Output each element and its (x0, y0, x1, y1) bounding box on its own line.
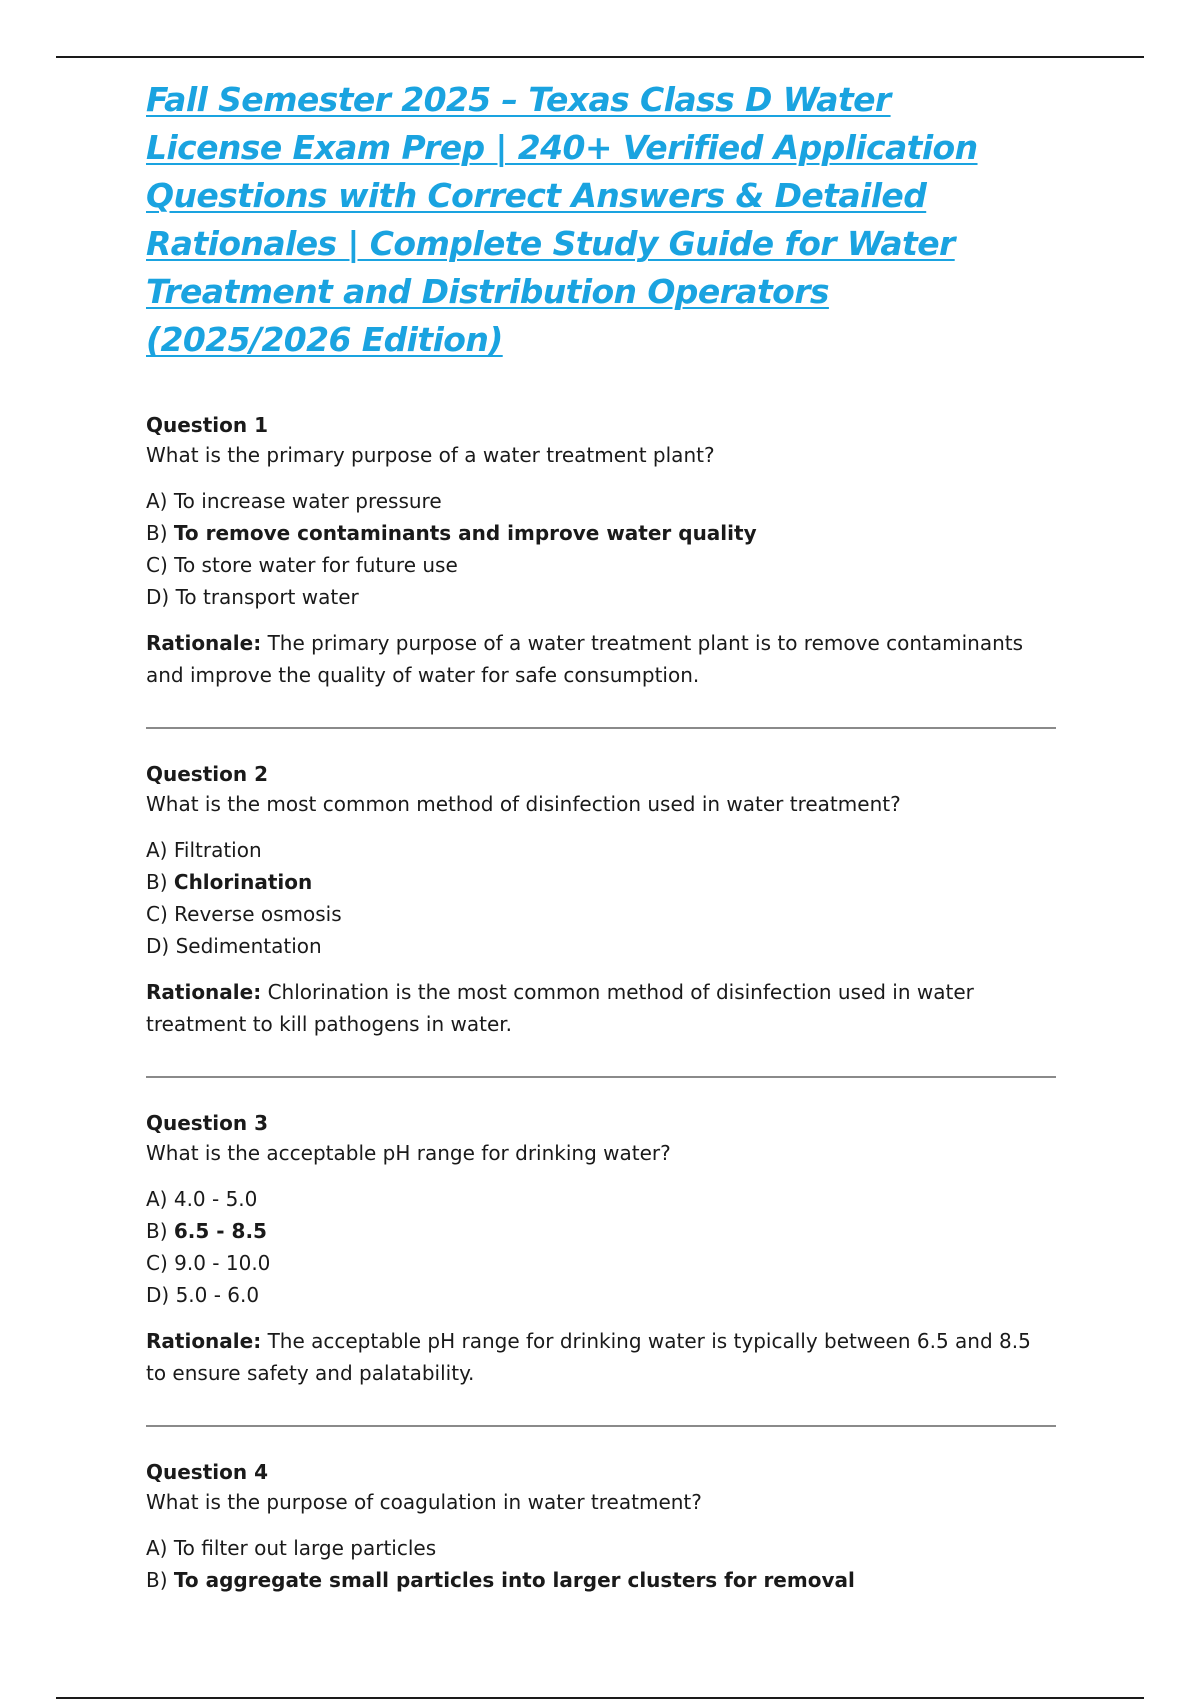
document-body (146, 76, 1056, 1596)
option-c (146, 898, 1056, 930)
question-1 (146, 410, 1056, 691)
option-text: Reverse osmosis (174, 902, 342, 926)
answer-options (146, 1183, 1056, 1311)
rationale-text: The acceptable pH range for drinking water is typically between 6.5 and 8.5 to ensure safety and palatability. (146, 1329, 1031, 1385)
section-divider (146, 727, 1056, 729)
option-text: 9.0 - 10.0 (174, 1251, 271, 1275)
answer-options (146, 834, 1056, 962)
answer-options (146, 1532, 1056, 1596)
question-text: What is the purpose of coagulation in water treatment? (146, 1490, 702, 1514)
rationale (146, 1325, 1056, 1389)
option-letter: D) (146, 585, 170, 609)
rationale (146, 976, 1056, 1040)
option-b (146, 517, 1056, 549)
option-c (146, 549, 1056, 581)
option-letter: A) (146, 489, 168, 513)
option-a (146, 1183, 1056, 1215)
option-text: Sedimentation (175, 934, 322, 958)
option-letter: C) (146, 553, 168, 577)
option-letter: C) (146, 1251, 168, 1275)
option-c (146, 1247, 1056, 1279)
option-letter: B) (146, 1568, 168, 1592)
document-title[interactable]: Fall Semester 2025 – Texas Class D Water License Exam Prep | 240+ Verified Application Questions with Correct Answers & Detailed Rationales | Complete Study Guide for Water Treatment and Distribution Operators (2025/2026 Edition) (146, 80, 978, 359)
option-letter: B) (146, 1219, 168, 1243)
question-list (146, 410, 1056, 1596)
correct-option-text: Chlorination (173, 870, 313, 894)
question-3 (146, 1108, 1056, 1389)
question-heading: Question 2 (146, 762, 268, 786)
correct-option-text: To aggregate small particles into larger clusters for removal (173, 1568, 855, 1592)
answer-options (146, 485, 1056, 613)
option-text: To store water for future use (174, 553, 458, 577)
option-a (146, 485, 1056, 517)
option-letter: C) (146, 902, 168, 926)
rationale-label: Rationale: (146, 1329, 262, 1353)
question-text: What is the acceptable pH range for drinking water? (146, 1141, 671, 1165)
option-letter: A) (146, 1536, 168, 1560)
question-2 (146, 759, 1056, 1040)
option-text: 4.0 - 5.0 (173, 1187, 258, 1211)
option-text: To increase water pressure (173, 489, 442, 513)
option-letter: D) (146, 934, 170, 958)
option-b (146, 1215, 1056, 1247)
option-text: 5.0 - 6.0 (175, 1283, 260, 1307)
option-a (146, 1532, 1056, 1564)
rationale-label: Rationale: (146, 980, 262, 1004)
question-text: What is the primary purpose of a water treatment plant? (146, 443, 715, 467)
option-b (146, 1564, 1056, 1596)
correct-option-text: To remove contaminants and improve water quality (173, 521, 757, 545)
section-divider (146, 1425, 1056, 1427)
bottom-rule (56, 1697, 1144, 1699)
question-heading: Question 1 (146, 413, 268, 437)
option-b (146, 866, 1056, 898)
option-text: To transport water (175, 585, 359, 609)
question-heading: Question 4 (146, 1460, 268, 1484)
option-text: Filtration (173, 838, 262, 862)
option-letter: A) (146, 1187, 168, 1211)
top-rule (56, 56, 1144, 58)
option-a (146, 834, 1056, 866)
option-text: To filter out large particles (173, 1536, 437, 1560)
question-heading: Question 3 (146, 1111, 268, 1135)
option-d (146, 1279, 1056, 1311)
question-4 (146, 1457, 1056, 1596)
option-d (146, 930, 1056, 962)
option-letter: D) (146, 1283, 170, 1307)
option-d (146, 581, 1056, 613)
option-letter: A) (146, 838, 168, 862)
section-divider (146, 1076, 1056, 1078)
rationale (146, 627, 1056, 691)
option-letter: B) (146, 521, 168, 545)
question-text: What is the most common method of disinfection used in water treatment? (146, 792, 901, 816)
rationale-label: Rationale: (146, 631, 262, 655)
option-letter: B) (146, 870, 168, 894)
rationale-text: Chlorination is the most common method of disinfection used in water treatment to kill pathogens in water. (146, 980, 974, 1036)
rationale-text: The primary purpose of a water treatment plant is to remove contaminants and improve the quality of water for safe consumption. (146, 631, 1024, 687)
correct-option-text: 6.5 - 8.5 (173, 1219, 267, 1243)
